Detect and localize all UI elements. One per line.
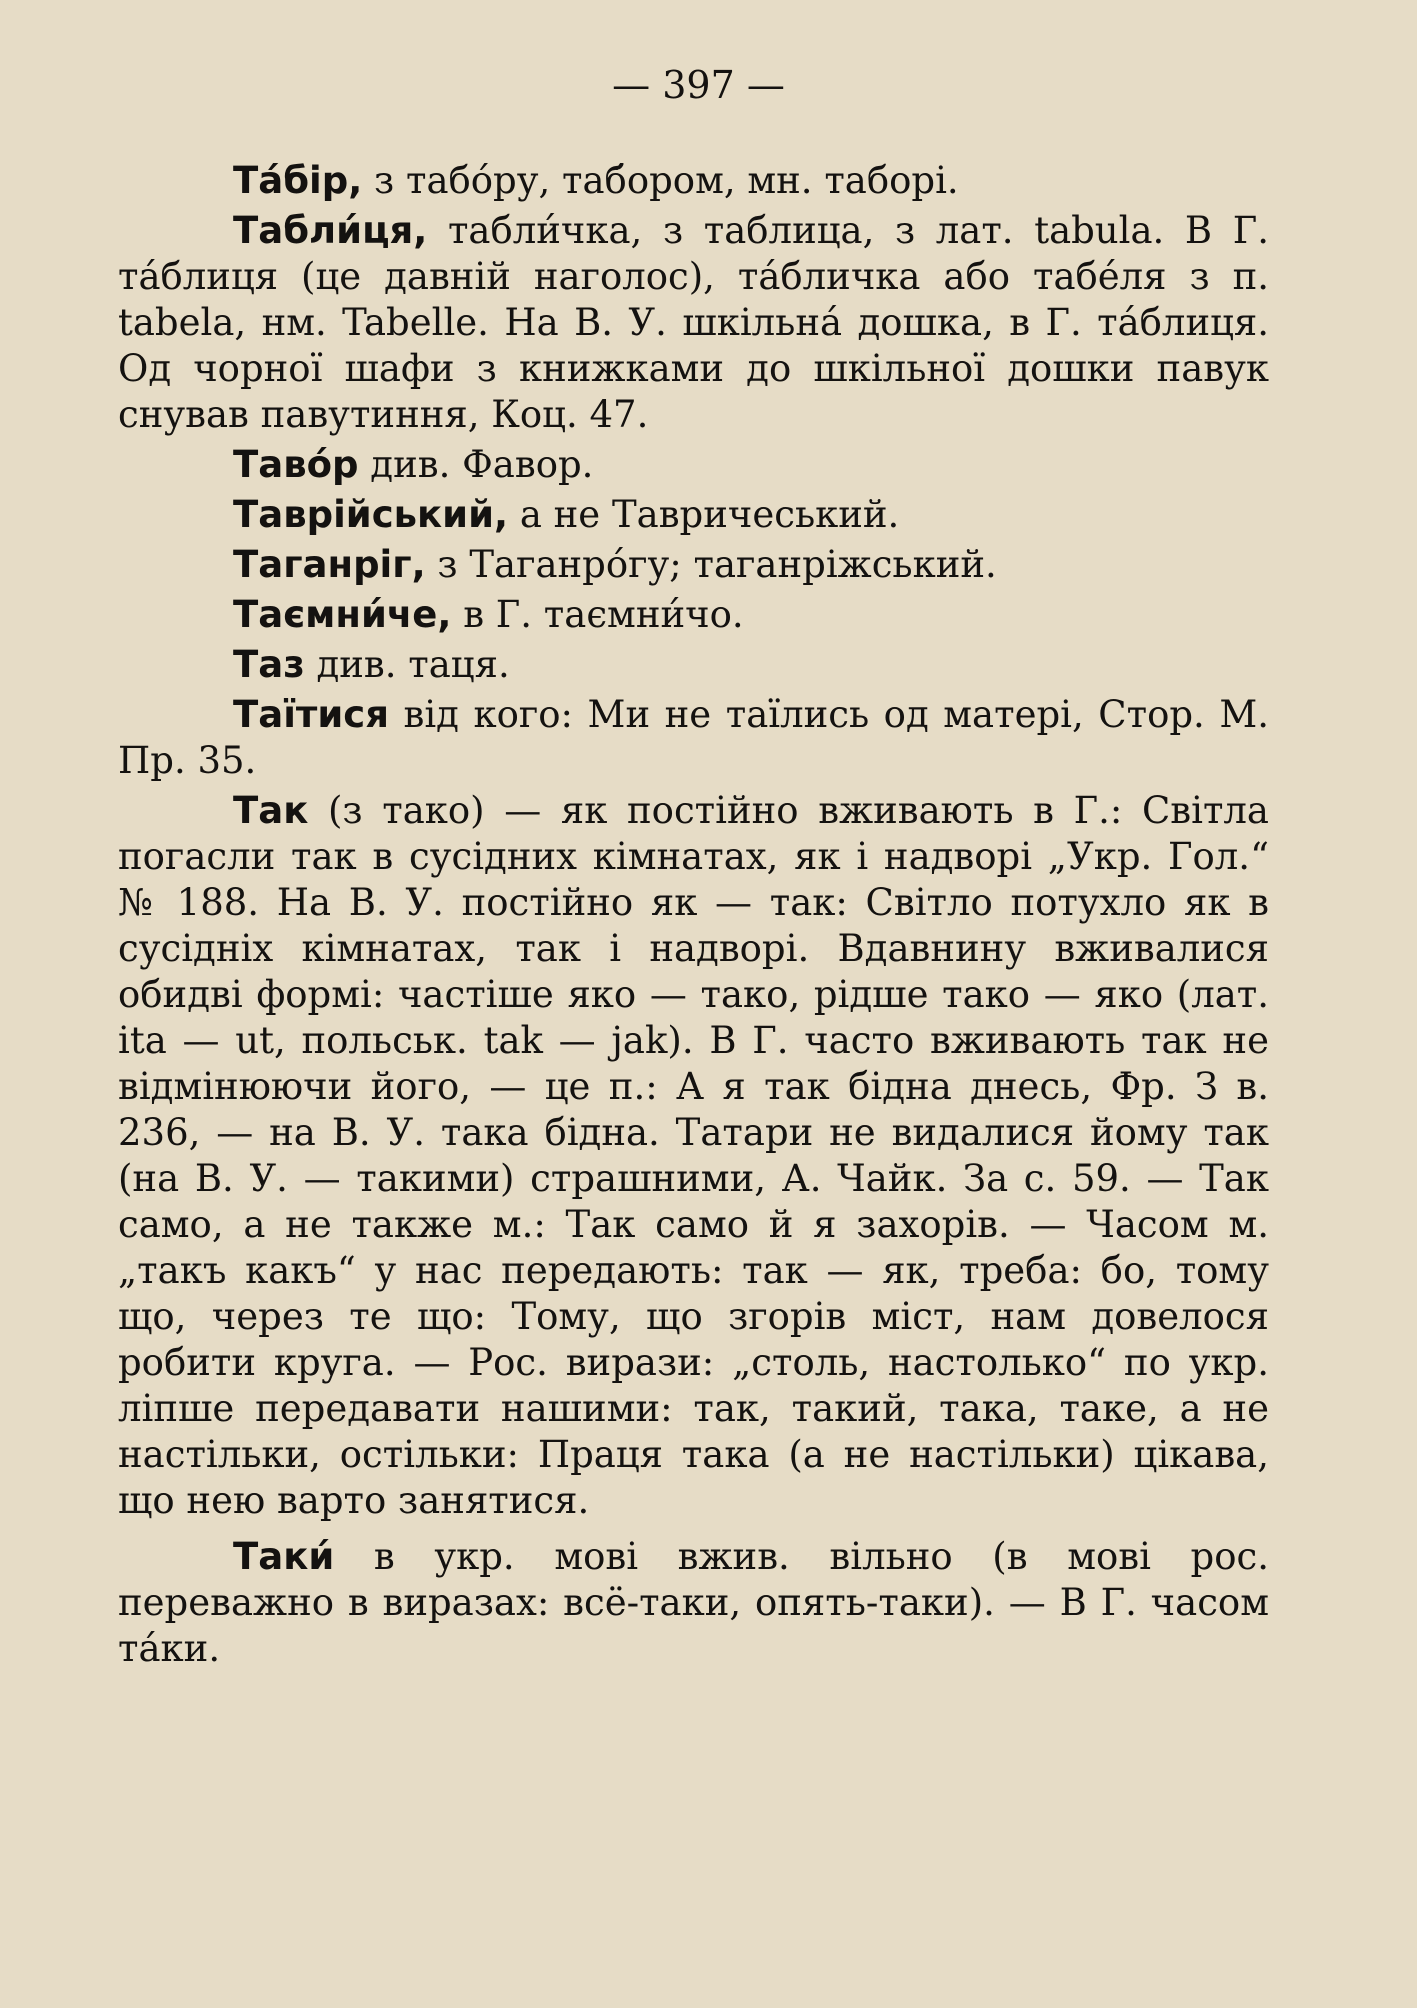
entry-body: табли́чка, з таблица, з лат. tabula. В Г. та́блиця (це давній наголос), та́бличка або табе́ля з п. tabela, нм. Tabelle. На В. У. шкільна́ дошка, в Г. та́блиця. Од чорної шафи з книжками до шкільної дошки павук снував павутиння, Коц. 47.	[118, 209, 1269, 436]
entry-headword: Таїтися	[233, 693, 389, 736]
entry-headword: Табли́ця,	[233, 209, 428, 252]
entry-body: в Г. таємни́чо.	[451, 593, 744, 636]
dictionary-entry	[118, 1534, 1269, 1672]
entry-headword: Таврійський,	[233, 493, 509, 536]
entry-body: з Таганро́гу; таганріжський.	[425, 543, 997, 586]
entry-headword: Так	[233, 789, 309, 832]
entry-headword: Таво́р	[233, 443, 359, 486]
dictionary-entry	[118, 788, 1269, 1524]
entry-body: в укр. мові вжив. вільно (в мові рос. переважно в виразах: всё-таки, опять-таки). — В Г. часом та́ки.	[118, 1535, 1269, 1670]
dictionary-entry	[118, 442, 1269, 488]
dictionary-entry	[118, 542, 1269, 588]
entry-body: див. таця.	[304, 643, 510, 686]
entry-body: див. Фавор.	[358, 443, 594, 486]
entry-body: від кого: Ми не таїлись од матері, Стор. М. Пр. 35.	[118, 693, 1269, 782]
dictionary-entry	[118, 492, 1269, 538]
entry-headword: Таки́	[233, 1535, 335, 1578]
entry-headword: Та́бір,	[233, 159, 363, 202]
dictionary-entry	[118, 158, 1269, 204]
dictionary-entry	[118, 692, 1269, 784]
entry-body: з табо́ру, таб́ором, мн. таборі.	[362, 159, 959, 202]
page-number: — 397 —	[612, 63, 785, 107]
entry-headword: Таганріг,	[233, 543, 426, 586]
entry-headword: Таємни́че,	[233, 593, 452, 636]
dictionary-entry	[118, 642, 1269, 688]
entry-body: а не Тавричеський.	[508, 493, 900, 536]
dictionary-entry	[118, 592, 1269, 638]
dictionary-entry	[118, 208, 1269, 438]
entry-body: (з тако) — як постійно вживають в Г.: Світла погасли так в сусідних кімнатах, як і надворі „Укр. Гол.“ № 188. На В. У. постійно як — так: Світло потухло як в сусідніх кімнатах, так і надворі. Вдавнину вживалися обидві формі: частіше яко — тако, рідше тако — яко (лат. ita — ut, польськ. tak — jak). В Г. часто вживають так не відмінюючи його, — це п.: А я так бідна днесь, Фр. З в. 236, — на В. У. така бідна. Татари не видалися йому так (на В. У. — такими) страшними, А. Чайк. За с. 59. — Так само, а не также м.: Так само й я захорів. — Часом м. „такъ какъ“ у нас передають: так — як, треба: бо, тому що, через те що: Тому, що згорів міст, нам довелося робити круга. — Рос. вирази: „столь, настолько“ по укр. ліпше передавати нашими: так, такий, така, таке, а не настільки, остільки: Праця така (а не настільки) цікава, що нею варто занятися.	[118, 789, 1269, 1522]
entry-headword: Таз	[233, 643, 305, 686]
